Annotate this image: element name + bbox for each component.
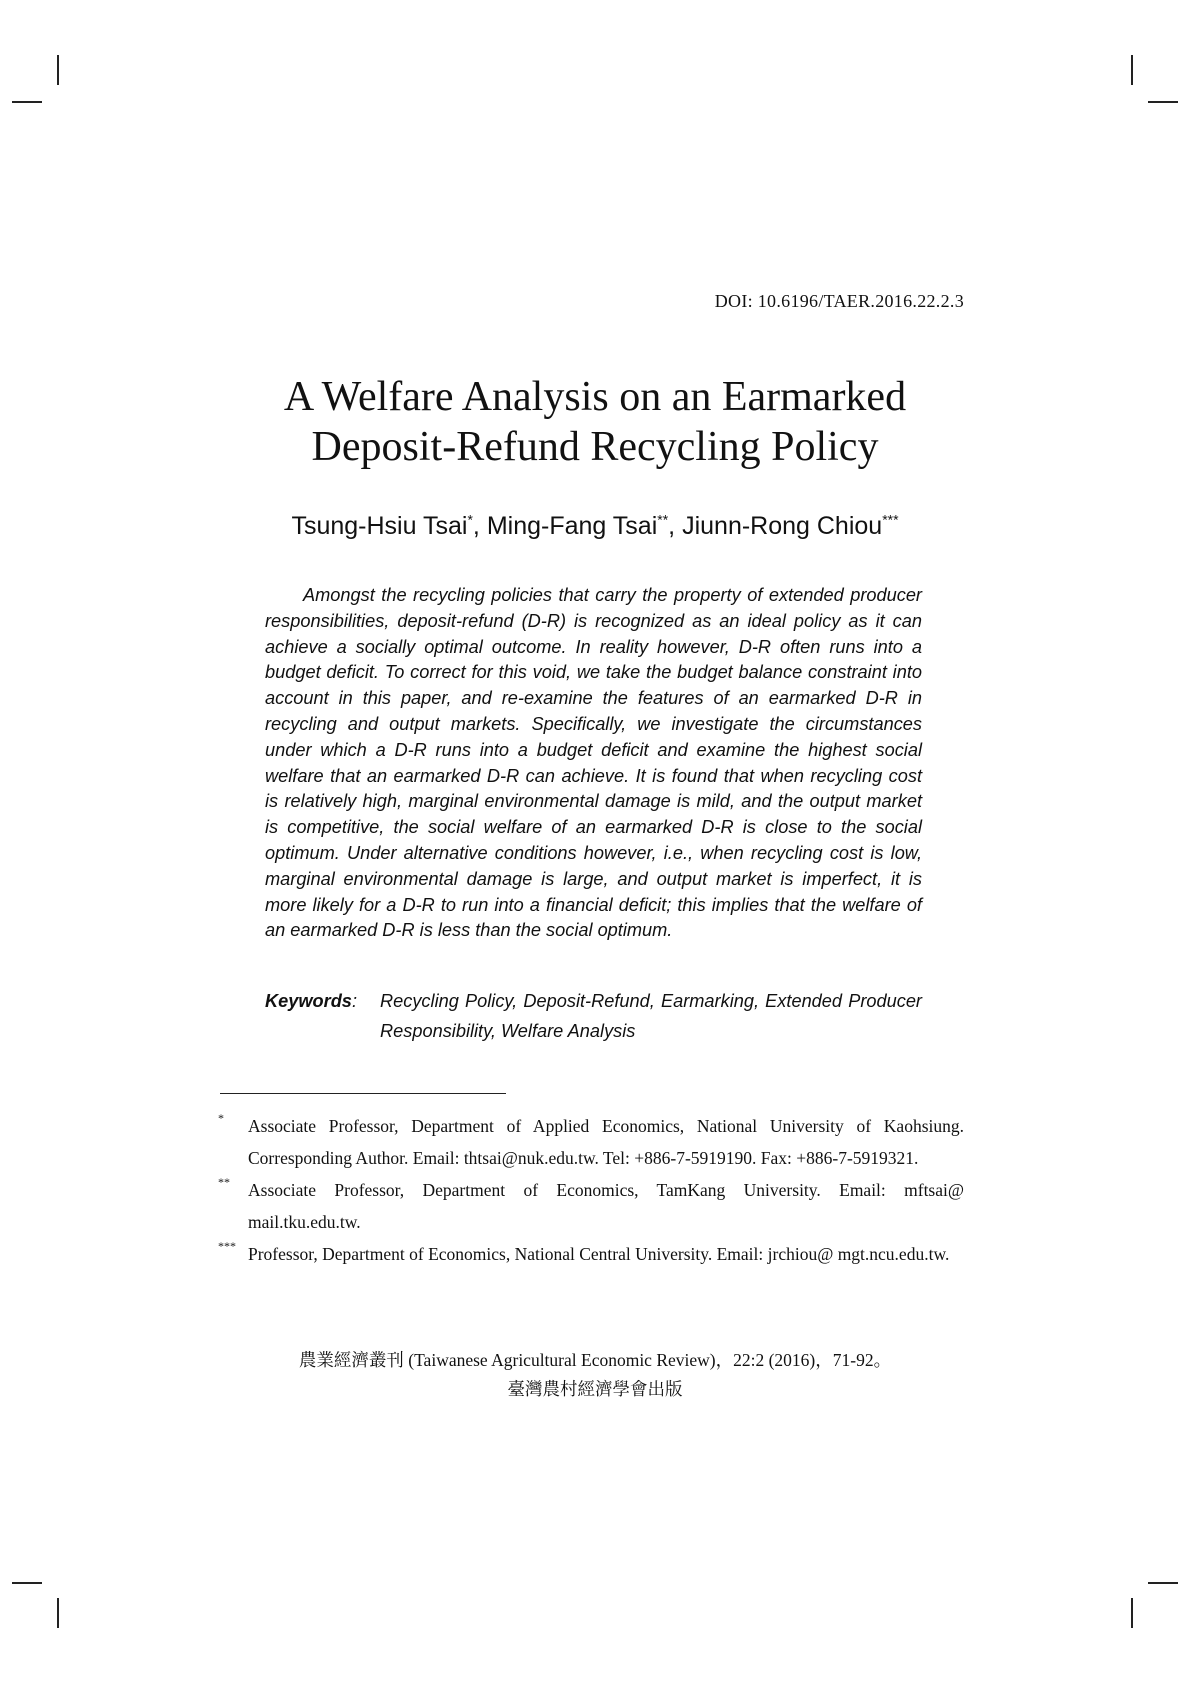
abstract: Amongst the recycling policies that carry the property of extended producer responsibilities, deposit-refund (D-R) is recognized as an ideal policy as it can achieve a socially optimal outcome. In reality however, D-R often runs into a budget deficit. To correct for this void, we take the budget balance constraint into account in this paper, and re-examine the features of an earmarked D-R in recycling and output markets. Specifically, we investigate the circumstances under which a D-R runs into a budget deficit and examine the highest social welfare that an earmarked D-R can achieve. It is found that when recycling cost is relatively high, marginal environmental damage is mild, and the output market is competitive, the social welfare of an earmarked D-R is close to the social optimum. Under alternative conditions however, i.e., when recycling cost is low, marginal environmental damage is large, and output market is imperfect, it is more likely for a D-R to run into a financial deficit; this implies that the welfare of an earmarked D-R is less than the social optimum. bbox=[265, 585, 922, 941]
author-mark: * bbox=[467, 511, 473, 528]
keywords-text: Recycling Policy, Deposit-Refund, Earmarking, Extended Producer Responsibility, Welfare Analysis bbox=[380, 991, 922, 1041]
author-mark: *** bbox=[882, 511, 899, 528]
crop-mark-bottom-left-vertical bbox=[57, 1598, 59, 1628]
journal-publisher: 臺灣農村經濟學會出版 bbox=[507, 1380, 683, 1400]
crop-mark-bottom-left-horizontal bbox=[12, 1582, 42, 1584]
footnote-mark: * bbox=[218, 1111, 224, 1125]
author-name: Tsung-Hsiu Tsai bbox=[291, 512, 468, 540]
footnote bbox=[218, 1174, 964, 1238]
crop-mark-top-left-vertical bbox=[57, 55, 59, 85]
title-line-1: A Welfare Analysis on an Earmarked bbox=[283, 374, 907, 420]
paper-title bbox=[180, 372, 1010, 472]
footnotes bbox=[218, 1110, 964, 1270]
footnote bbox=[218, 1238, 964, 1270]
keywords-label: Keywords bbox=[265, 991, 352, 1011]
author-name: Jiunn-Rong Chiou bbox=[682, 512, 883, 540]
footnote-rule bbox=[220, 1093, 506, 1094]
footnote-text: Professor, Department of Economics, National Central University. Email: jrchiou@ mgt.ncu.edu.tw. bbox=[248, 1244, 950, 1264]
author-mark: ** bbox=[657, 511, 669, 528]
footnote-text: Associate Professor, Department of Applied Economics, National University of Kaohsiung. Corresponding Author. Email: thtsai@nuk.edu.tw. Tel: +886-7-5919190. Fax: +886-7-5919321. bbox=[248, 1116, 964, 1168]
footnote-text: Associate Professor, Department of Economics, TamKang University. Email: mftsai@ mail.tku.edu.tw. bbox=[248, 1180, 964, 1232]
author-name: Ming-Fang Tsai bbox=[486, 512, 658, 540]
footnote-mark: *** bbox=[218, 1239, 236, 1253]
crop-mark-top-right-horizontal bbox=[1148, 101, 1178, 103]
title-line-2: Deposit-Refund Recycling Policy bbox=[311, 424, 879, 470]
footnote bbox=[218, 1110, 964, 1174]
crop-mark-top-left-horizontal bbox=[12, 101, 42, 103]
doi: DOI: 10.6196/TAER.2016.22.2.3 bbox=[714, 291, 964, 311]
keywords bbox=[265, 986, 922, 1046]
crop-mark-bottom-right-horizontal bbox=[1148, 1582, 1178, 1584]
footnote-mark: ** bbox=[218, 1175, 230, 1189]
author-list: Tsung-Hsiu Tsai*, Ming-Fang Tsai**, Jiunn-Rong Chiou*** bbox=[291, 511, 899, 540]
crop-mark-bottom-right-vertical bbox=[1131, 1598, 1133, 1628]
journal-citation: 農業經濟叢刊 (Taiwanese Agricultural Economic Review)，22:2 (2016)，71-92。 bbox=[298, 1350, 892, 1370]
crop-mark-top-right-vertical bbox=[1131, 55, 1133, 85]
keywords-label-group bbox=[265, 986, 380, 1046]
keywords-separator: : bbox=[351, 991, 357, 1011]
